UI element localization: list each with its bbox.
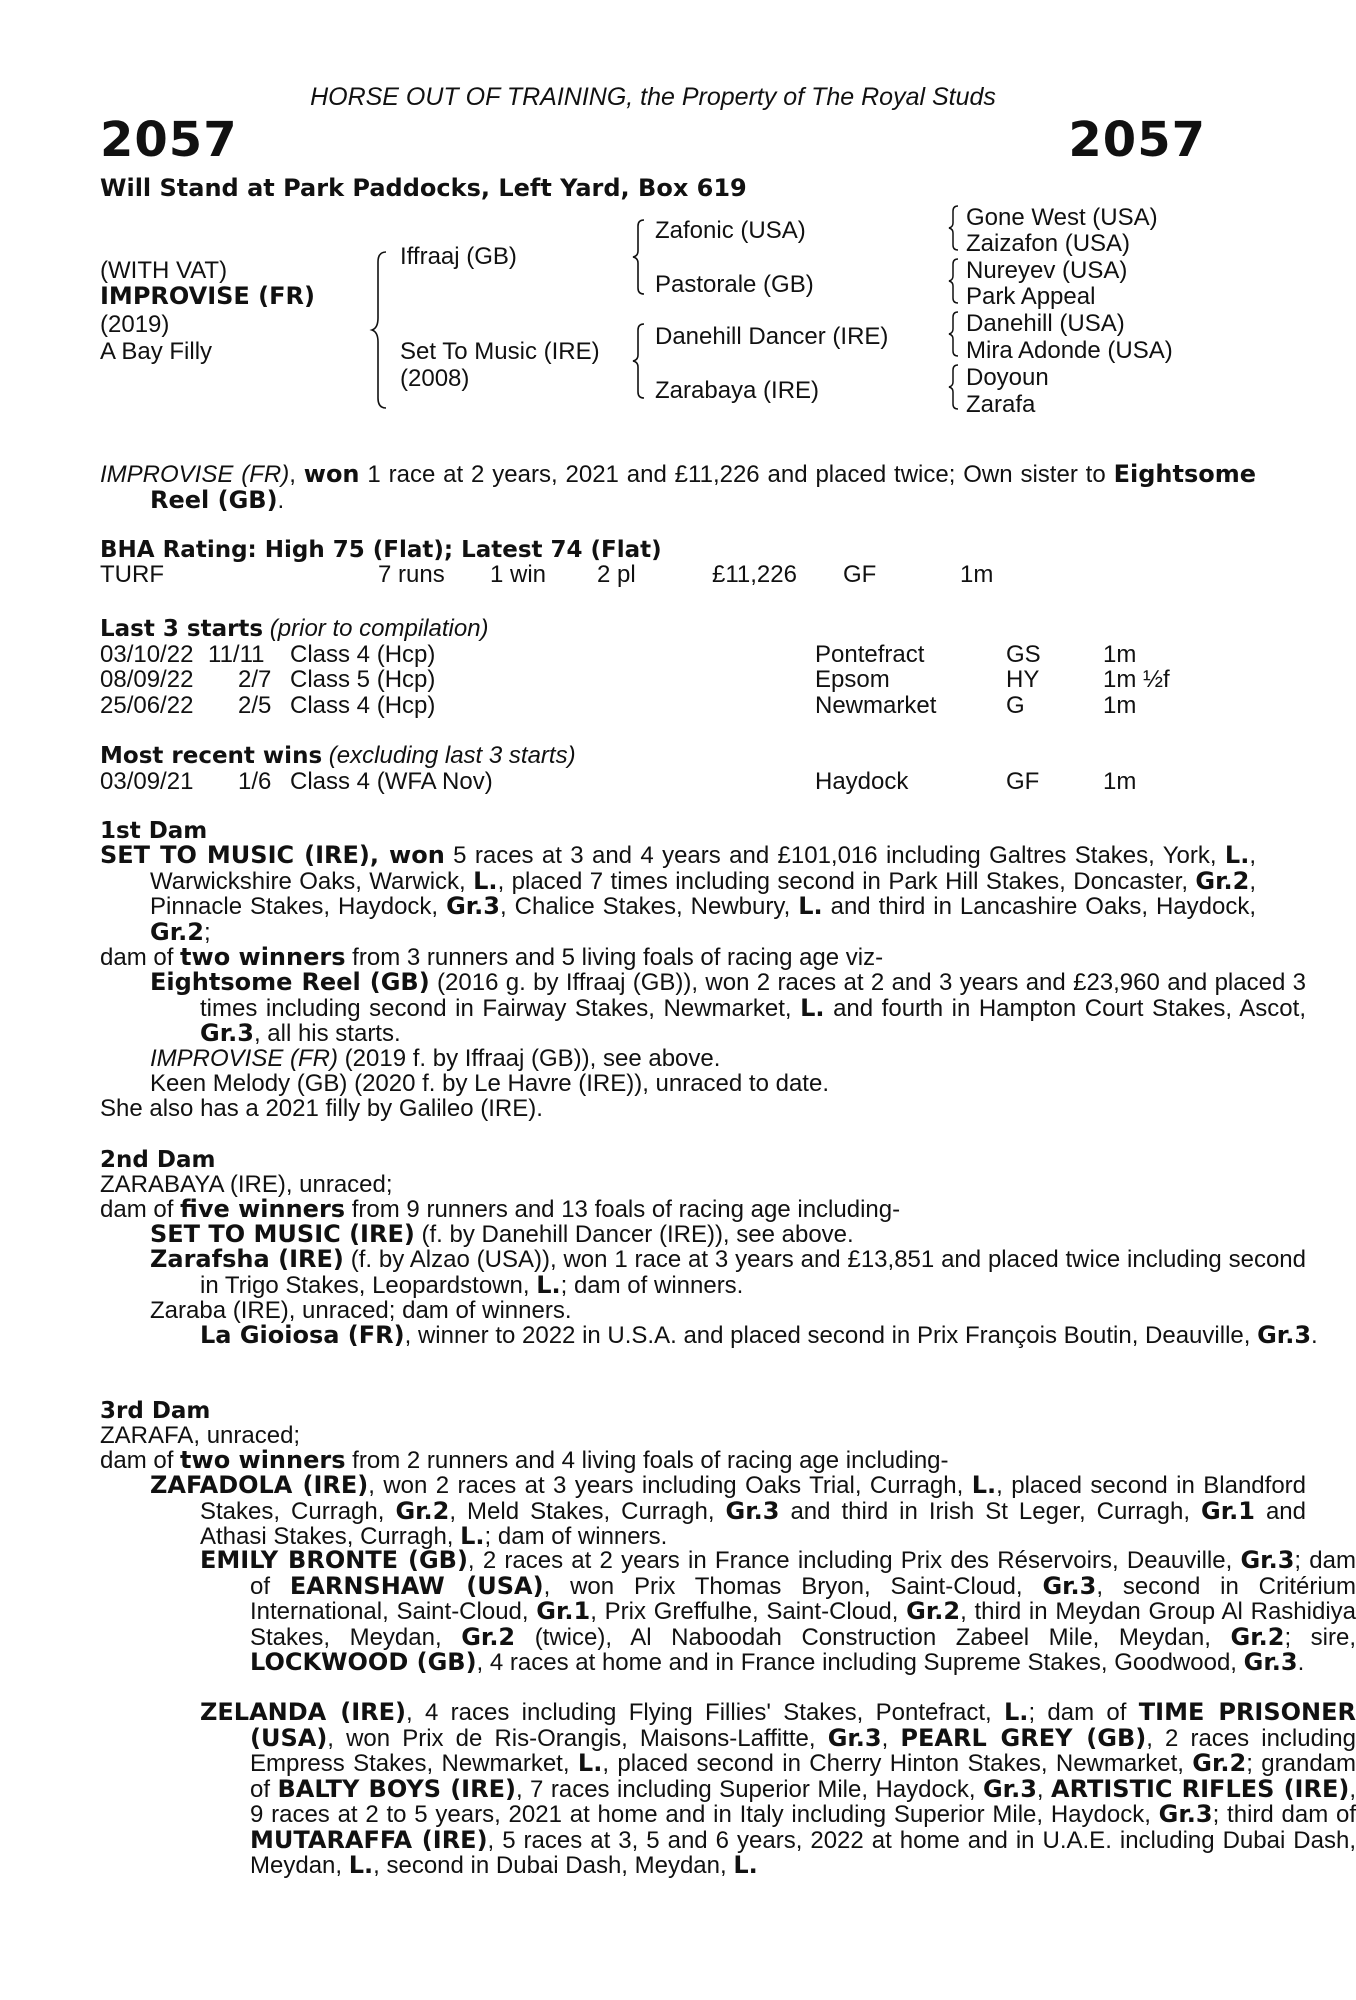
pedigree-dam-dam: Zarabaya (IRE) (655, 377, 820, 404)
turf-placed: 2 pl (597, 561, 636, 588)
pedigree-brace-g3 (948, 310, 962, 358)
pedigree-gen4-6: Mira Adonde (USA) (966, 337, 1173, 364)
pedigree-gen4-2: Zaizafon (USA) (966, 230, 1131, 257)
pedigree-dam-year: (2008) (400, 365, 470, 392)
produce-entry: SET TO MUSIC (IRE) (f. by Danehill Dancer (IRE)), see above. (150, 1220, 854, 1248)
pedigree-brace-g4 (948, 363, 962, 411)
catalogue-page (100, 0, 1356, 2000)
third-dam-name: ZARAFA, unraced; (100, 1422, 301, 1449)
pedigree-gen4-1: Gone West (USA) (966, 204, 1158, 231)
lot-number-left: 2057 (100, 112, 238, 168)
pedigree-brace-dam (632, 322, 648, 400)
horse-name: IMPROVISE (FR) (100, 282, 315, 310)
horse-year: (2019) (100, 311, 170, 338)
pedigree-gen4-5: Danehill (USA) (966, 310, 1125, 337)
sale-title-line: HORSE OUT OF TRAINING, the Property of The Royal Studs (310, 83, 996, 111)
lot-number-right: 2057 (1068, 112, 1206, 168)
first-dam-produce-summary: dam of two winners from 3 runners and 5 living foals of racing age viz- (100, 943, 884, 971)
pedigree-gen4-4: Park Appeal (966, 283, 1096, 310)
vat-note: (WITH VAT) (100, 257, 228, 284)
start-row: 25/06/22 2/5 Class 4 (Hcp) Newmarket G 1m (100, 692, 1137, 719)
produce-entry: IMPROVISE (FR) (2019 f. by Iffraaj (GB)), see above. (150, 1045, 721, 1072)
pedigree-sire-dam: Pastorale (GB) (655, 271, 814, 298)
produce-entry: ZELANDA (IRE), 4 races including Flying Fillies' Stakes, Pontefract, L.; dam of TIME PRISONER (USA), won Prix de Ris-Orangis, Maisons-Laffitte, Gr.3, PEARL GREY (GB), 2 races including Empress Stakes, Newmarket, L., placed second in Cherry Hinton Stakes, Newmarket, Gr.2; grandam of BALTY BOYS (IRE), 7 races including Superior Mile, Haydock, Gr.3, ARTISTIC RIFLES (IRE), 9 races at 2 to 5 years, 2021 at home and in Italy including Superior Mile, Haydock, Gr.3; third dam of MUTARAFFA (IRE), 5 races at 3, 5 and 6 years, 2022 at home and in U.A.E. including Dubai Dash, Meydan, L., second in Dubai Dash, Meydan, L. (200, 1698, 1356, 1879)
summary-sister: Eightsome Reel (GB) (150, 460, 1256, 514)
pedigree-gen4-8: Zarafa (966, 391, 1036, 418)
pedigree-sire-sire: Zafonic (USA) (655, 217, 806, 244)
first-dam-record: SET TO MUSIC (IRE), won 5 races at 3 and 4 years and £101,016 including Galtres Stakes, York, L., Warwickshire Oaks, Warwick, L., placed 7 times including second in Park Hill Stakes, Doncaster, Gr.2, Pinnacle Stakes, Haydock, Gr.3, Chalice Stakes, Newbury, L. and third in Lancashire Oaks, Haydock, Gr.2; (100, 841, 1257, 946)
pedigree-gen4-7: Doyoun (966, 364, 1049, 391)
summary-won: won (303, 460, 360, 488)
turf-runs: 7 runs (378, 561, 445, 588)
pedigree-sire: Iffraaj (GB) (400, 243, 517, 270)
last-starts-heading: Last 3 starts (prior to compilation) (100, 615, 489, 642)
turf-wins: 1 win (490, 561, 547, 588)
produce-entry: EMILY BRONTE (GB), 2 races at 2 years in France including Prix des Réservoirs, Deauville, Gr.3; dam of EARNSHAW (USA), won Prix Thomas Bryon, Saint-Cloud, Gr.3, second in Critérium International, Saint-Cloud, Gr.1, Prix Greffulhe, Saint-Cloud, Gr.2, third in Meydan Group Al Rashidiya Stakes, Meydan, Gr.2 (twice), Al Naboodah Construction Zabeel Mile, Meydan, Gr.2; sire, LOCKWOOD (GB), 4 races at home and in France including Supreme Stakes, Goodwood, Gr.3. (200, 1546, 1356, 1676)
third-dam-heading: 3rd Dam (100, 1398, 211, 1424)
recent-wins-heading: Most recent wins (excluding last 3 starts) (100, 742, 576, 769)
pedigree-brace-g2 (948, 257, 962, 305)
start-row: 03/10/22 11/11 Class 4 (Hcp) Pontefract GS 1m (100, 641, 1137, 668)
pedigree-brace-g1 (948, 204, 962, 252)
race-summary: IMPROVISE (FR), won 1 race at 2 years, 2021 and £11,226 and placed twice; Own sister to Eightsome Reel (GB). (100, 460, 1256, 514)
pedigree-gen4-3: Nureyev (USA) (966, 257, 1128, 284)
second-dam-produce-summary: dam of five winners from 9 runners and 13 foals of racing age including- (100, 1195, 901, 1223)
produce-entry: Zaraba (IRE), unraced; dam of winners. (150, 1297, 572, 1324)
third-dam-produce-summary: dam of two winners from 2 runners and 4 living foals of racing age including- (100, 1446, 949, 1474)
produce-entry: Keen Melody (GB) (2020 f. by Le Havre (IRE)), unraced to date. (150, 1070, 829, 1097)
pedigree-dam: Set To Music (IRE) (400, 338, 600, 365)
summary-text: 1 race at 2 years, 2021 and £11,226 and placed twice; Own sister to (359, 461, 1114, 488)
produce-entry: Eightsome Reel (GB) (2016 g. by Iffraaj (GB)), won 2 races at 2 and 3 years and £23,960 and placed 3 times including second in Fairway Stakes, Newmarket, L. and fourth in Hampton Court Stakes, Ascot, Gr.3, all his starts. (150, 968, 1307, 1047)
stand-location: Will Stand at Park Paddocks, Left Yard, Box 619 (100, 174, 747, 202)
first-dam-note: She also has a 2021 filly by Galileo (IRE). (100, 1095, 543, 1122)
second-dam-name: ZARABAYA (IRE), unraced; (100, 1171, 393, 1198)
produce-entry: La Gioiosa (FR), winner to 2022 in U.S.A. and placed second in Prix François Boutin, Deauville, Gr.3. (200, 1321, 1318, 1349)
horse-description: A Bay Filly (100, 338, 213, 365)
turf-going: GF (843, 561, 877, 588)
pedigree-brace-parents (372, 250, 392, 410)
bha-rating-heading: BHA Rating: High 75 (Flat); Latest 74 (Flat) (100, 537, 662, 563)
summary-horse-name: IMPROVISE (FR) (100, 461, 290, 488)
first-dam-heading: 1st Dam (100, 818, 208, 844)
second-dam-heading: 2nd Dam (100, 1147, 216, 1173)
win-row: 03/09/21 1/6 Class 4 (WFA Nov) Haydock GF 1m (100, 768, 1137, 795)
produce-entry: Zarafsha (IRE) (f. by Alzao (USA)), won 1 race at 3 years and £13,851 and placed twice including second in Trigo Stakes, Leopardstown, L.; dam of winners. (150, 1245, 1306, 1299)
turf-record-row (100, 561, 1206, 587)
turf-earnings: £11,226 (712, 561, 797, 588)
pedigree-dam-sire: Danehill Dancer (IRE) (655, 323, 889, 350)
turf-surface: TURF (100, 561, 164, 588)
turf-distance: 1m (960, 561, 994, 588)
start-row: 08/09/22 2/7 Class 5 (Hcp) Epsom HY 1m ½f (100, 666, 1170, 693)
pedigree-brace-sire (632, 218, 648, 296)
produce-entry: ZAFADOLA (IRE), won 2 races at 3 years including Oaks Trial, Curragh, L., placed second in Blandford Stakes, Curragh, Gr.2, Meld Stakes, Curragh, Gr.3 and third in Irish St Leger, Curragh, Gr.1 and Athasi Stakes, Curragh, L.; dam of winners. (150, 1471, 1307, 1550)
